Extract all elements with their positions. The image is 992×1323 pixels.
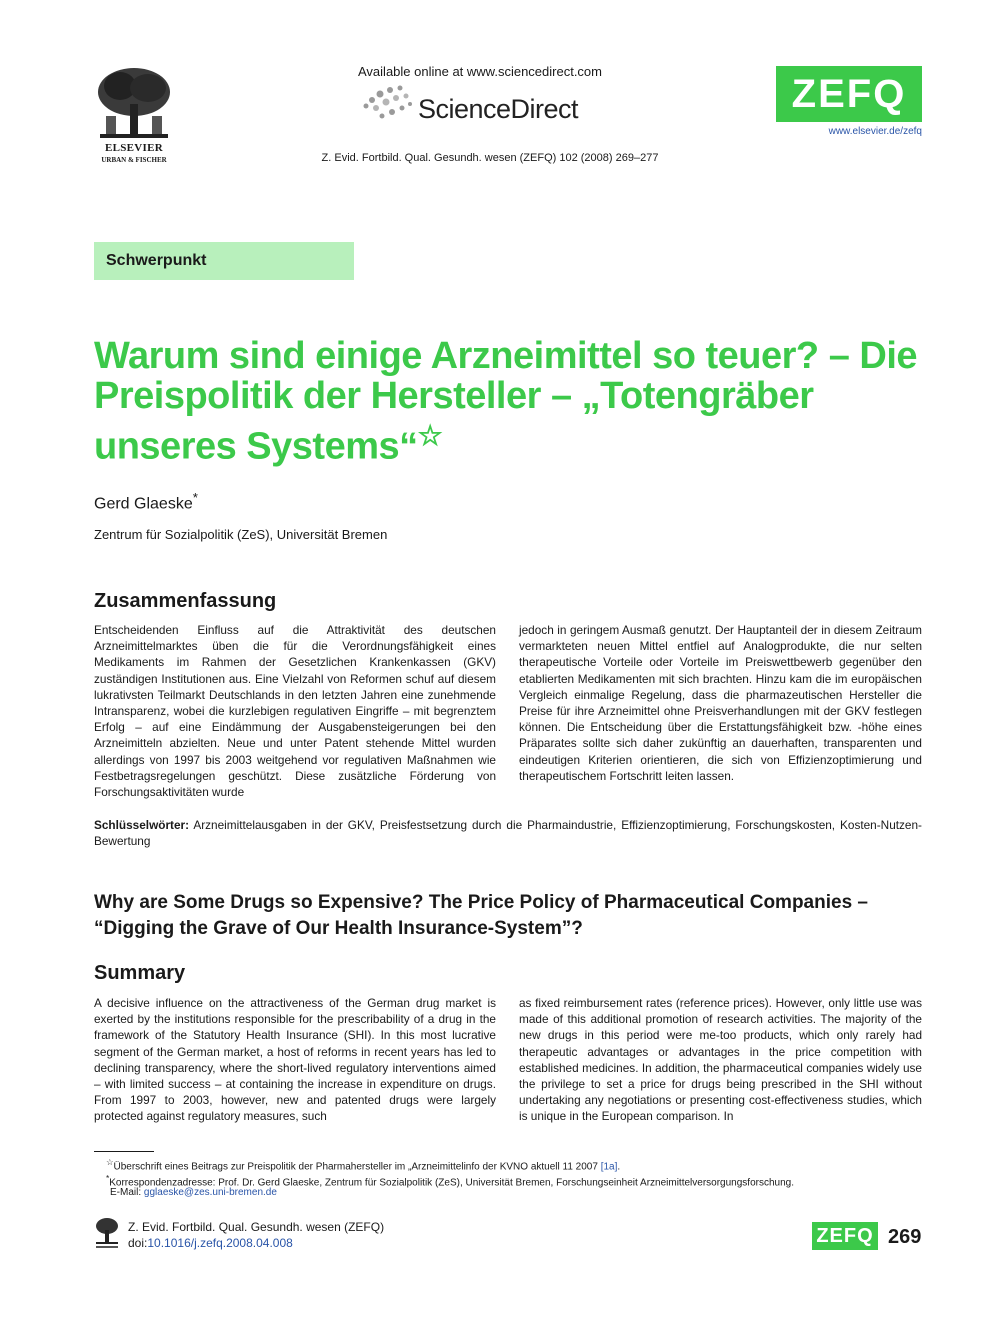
keywords xyxy=(94,817,922,849)
publisher-subname: URBAN & FISCHER xyxy=(101,156,167,164)
footer-zefq-logo: ZEFQ xyxy=(812,1222,878,1250)
page-number: 269 xyxy=(888,1226,922,1248)
summary-heading: Summary xyxy=(94,962,186,984)
email-label: E-Mail: xyxy=(110,1187,142,1198)
journal-citation: Z. Evid. Fortbild. Qual. Gesundh. wesen (ZEFQ) 102 (2008) 269–277 xyxy=(321,152,659,164)
footnote-star-mark: ☆ xyxy=(106,1157,114,1167)
doi-label: doi: xyxy=(128,1236,148,1250)
footnote-asterisk-mark: * xyxy=(106,1173,110,1183)
footnote-correspondence-text: Korrespondenzadresse: Prof. Dr. Gerd Glaeske, Zentrum für Sozialpolitik (ZeS), Universität Bremen, Forschungseinheit Arzneimittelversorgungsforschung. xyxy=(109,1177,794,1189)
zusammenfassung-right-column: jedoch in geringem Ausmaß genutzt. Der Hauptanteil der in diesem Zeitraum vermarkteten neuen Mittel entfiel auf Analogprodukte, die nur selten therapeutische Vorteile oder Vorteile im Preiswettbewerb gegenüber den etablierten Medikamenten mit sich brachten. Hinzu kam die im europäischen Vergleich einmalige Regelung, dass die pharmazeutischen Hersteller die Preise für ihre Arzneimittel ohne Preisverhandlungen mit der GKV festlegen können. Die Entscheidung über die Erstattungsfähigkeit bzw. -höhe eines Präparates sollte sich daher zukünftig an dauerhaften, transparenten und eindeutigen Kriterien orientieren, die sich von Effizienzoptimierung und therapeutischem Fortschritt leiten lassen. xyxy=(519,623,922,783)
footnote-title: ☆Überschrift eines Beitrags zur Preispolitik der Pharmahersteller im „Arzneimittelinfo der KVNO aktuell 11 2007 [1a]. xyxy=(106,1157,621,1173)
article-title-text: Warum sind einige Arzneimittel so teuer? – Die Preispolitik der Hersteller – „Totengräber unseres Systems“ xyxy=(94,335,918,468)
zefq-url-link[interactable]: www.elsevier.de/zefq xyxy=(828,126,922,137)
footnote-reference-link[interactable]: [1a] xyxy=(600,1161,618,1173)
footnote-rule xyxy=(94,1151,154,1152)
summary-right-column: as fixed reimbursement rates (reference prices). However, only little use was made of this additional promotion of research activities. The majority of the new drugs in this period were me-too products, which only rarely had therapeutic advantages or advantages in the price competition with established medicines. In addition, the pharmaceutical companies widely use the privilege to set a price for drugs being prescribed in the SHI without undertaking any negotiations or presenting cost-effectiveness studies, which is unique in the European comparison. In xyxy=(519,996,922,1124)
keywords-text: Arzneimittelausgaben in der GKV, Preisfestsetzung durch die Pharmaindustrie, Effizienzoptimierung, Forschungskosten, Kosten-Nutzen-Bewertung xyxy=(94,818,922,848)
footnote-email xyxy=(110,1186,926,1200)
author-line xyxy=(94,490,198,513)
zefq-logo: ZEFQ xyxy=(776,66,922,122)
author-footnote-mark[interactable]: * xyxy=(192,490,198,505)
english-title: Why are Some Drugs so Expensive? The Price Policy of Pharmaceutical Companies – “Digging the Grave of Our Health Insurance-System”? xyxy=(94,892,868,939)
sciencedirect-wordmark: ScienceDirect xyxy=(418,94,579,124)
title-footnote-star-icon[interactable]: ☆ xyxy=(417,420,443,451)
footer-journal-name: Z. Evid. Fortbild. Qual. Gesundh. wesen (ZEFQ) xyxy=(128,1220,385,1234)
sciencedirect-dots-icon xyxy=(358,84,422,124)
email-link[interactable]: gglaeske@zes.uni-bremen.de xyxy=(143,1187,277,1198)
elsevier-footer-tree-icon xyxy=(94,1216,120,1250)
footer-doi xyxy=(128,1236,293,1250)
section-tag-label: Schwerpunkt xyxy=(106,252,207,269)
doi-link[interactable]: 10.1016/j.zefq.2008.04.008 xyxy=(147,1236,293,1250)
publisher-name: ELSEVIER xyxy=(104,142,164,154)
author-name: Gerd Glaeske xyxy=(94,495,193,513)
zusammenfassung-heading: Zusammenfassung xyxy=(94,590,277,612)
summary-left-column: A decisive influence on the attractiveness of the German drug market is exerted by the institutions responsible for the prescribability of a drug in the framework of the Statutory Health Insurance (SHI). In this most lucrative segment of the German market, a host of reforms in recent years has led to declining transparency, where the short-lived regulatory interventions aimed – with limited success – at containing the increase in expenditure on drugs. From 1997 to 2003, however, new and patented drugs were largely protected against regulatory measures, such xyxy=(94,996,496,1124)
article-title xyxy=(94,336,924,467)
sciencedirect-logo[interactable] xyxy=(358,84,658,124)
keywords-label: Schlüsselwörter: xyxy=(94,818,190,832)
available-online-text[interactable]: Available online at www.sciencedirect.com xyxy=(358,64,602,79)
elsevier-tree-logo xyxy=(92,64,176,144)
footnote-title-text: Überschrift eines Beitrags zur Preispolitik der Pharmahersteller im „Arzneimittelinfo der KVNO aktuell 11 2007 xyxy=(113,1161,598,1173)
zusammenfassung-left-column: Entscheidenden Einfluss auf die Attraktivität des deutschen Arzneimittelmarktes üben die für die Verordnungsfähigkeit eines Medikaments im Rahmen der Gesetzlichen Krankenkassen (GKV) zuständigen Institutionen aus. Eine Vielzahl von Reformen schuf auf diesem lukrativsten Teilmarkt Deutschlands in den letzten Jahren eine zunehmende Intransparenz, wobei die kurzlebigen regulativen Eingriffe – mit begrenztem Erfolg – auf eine Eindämmung der Ausgabensteigerungen bei den Arzneimitteln abzielten. Neue und unter Patent stehende Mittel wurden allerdings von 1997 bis 2003 weitgehend vor regulativen Maßnahmen wie Festbetragsregelungen geschützt. Diese zusätzliche Förderung von Forschungsaktivitäten wurde xyxy=(94,623,496,800)
author-affiliation: Zentrum für Sozialpolitik (ZeS), Universität Bremen xyxy=(94,527,388,542)
